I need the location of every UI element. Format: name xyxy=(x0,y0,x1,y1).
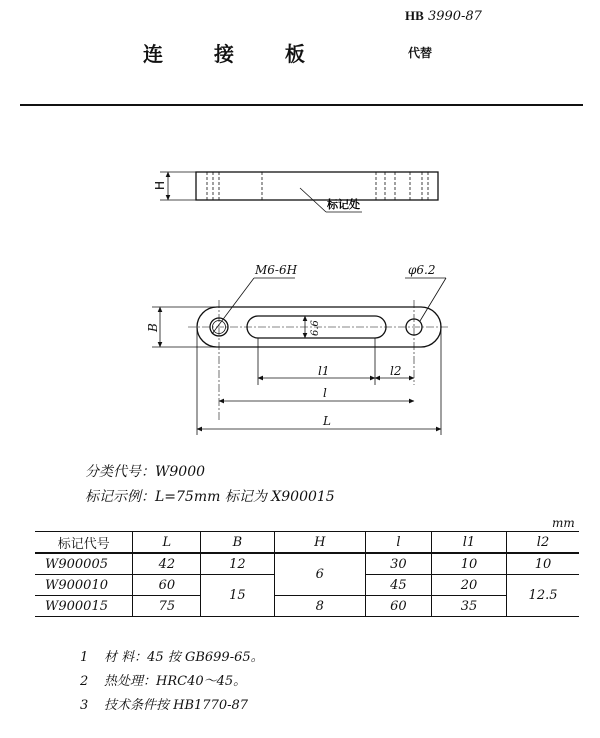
table-header-row xyxy=(35,532,579,554)
thread-label: M6-6H xyxy=(255,263,298,277)
width-label: B xyxy=(146,323,160,332)
cell-L: 60 xyxy=(133,575,201,596)
side-view xyxy=(160,172,438,212)
class-code: 分类代号：W9000 xyxy=(85,464,206,480)
note-text: 技术条件按 HB1770-87 xyxy=(104,698,249,713)
dimensions-table xyxy=(35,531,579,617)
page-title: 连 接 板 xyxy=(143,42,327,66)
header-code: 标记代号 xyxy=(35,532,133,554)
note-text: 热处理：HRC40～45。 xyxy=(104,674,247,689)
cell-l1: 35 xyxy=(431,596,506,617)
header-L: L xyxy=(133,532,201,554)
cell-L: 75 xyxy=(133,596,201,617)
cell-code: W900015 xyxy=(35,596,133,617)
l1-label: l1 xyxy=(318,364,330,378)
header-l1: l1 xyxy=(431,532,506,554)
cell-l: 45 xyxy=(365,575,431,596)
mark-example: 标记示例：L=75mm 标记为 X900015 xyxy=(85,489,335,505)
cell-code: W900010 xyxy=(35,575,133,596)
header-H: H xyxy=(274,532,365,554)
note-number: 2 xyxy=(80,674,89,689)
side-height-label: H xyxy=(153,180,167,190)
marking-label: 标记处 xyxy=(327,198,360,211)
note-item xyxy=(80,646,264,665)
cell-l2: 10 xyxy=(507,553,579,575)
top-view xyxy=(152,278,450,435)
table-row xyxy=(35,596,579,617)
replaces-label: 代替 xyxy=(408,46,433,60)
cell-l1: 10 xyxy=(431,553,506,575)
unit-label: mm xyxy=(552,516,575,530)
standard-prefix: HB xyxy=(405,8,424,23)
note-number: 1 xyxy=(80,650,89,665)
l2-label: l2 xyxy=(390,364,402,378)
note-number: 3 xyxy=(80,698,89,713)
header-B: B xyxy=(201,532,274,554)
header-l2: l2 xyxy=(507,532,579,554)
cell-B: 12 xyxy=(201,553,274,575)
note-item xyxy=(80,694,248,713)
standard-number: 3990-87 xyxy=(427,9,482,24)
cell-l: 30 xyxy=(365,553,431,575)
cell-l1: 20 xyxy=(431,575,506,596)
L-label: L xyxy=(323,414,331,428)
note-text: 材 料：45 按 GB699-65。 xyxy=(104,650,264,665)
cell-H-merged: 6 xyxy=(274,553,365,596)
slot-width-label: 6.6 xyxy=(310,320,321,336)
cell-l2-merged: 12.5 xyxy=(507,575,579,617)
l-label: l xyxy=(323,386,327,400)
header-l: l xyxy=(365,532,431,554)
cell-L: 42 xyxy=(133,553,201,575)
cell-code: W900005 xyxy=(35,553,133,575)
table-row xyxy=(35,553,579,575)
cell-l: 60 xyxy=(365,596,431,617)
note-item xyxy=(80,670,246,689)
hole-diameter-label: φ6.2 xyxy=(408,263,436,277)
cell-B-merged: 15 xyxy=(201,575,274,617)
cell-H: 8 xyxy=(274,596,365,617)
